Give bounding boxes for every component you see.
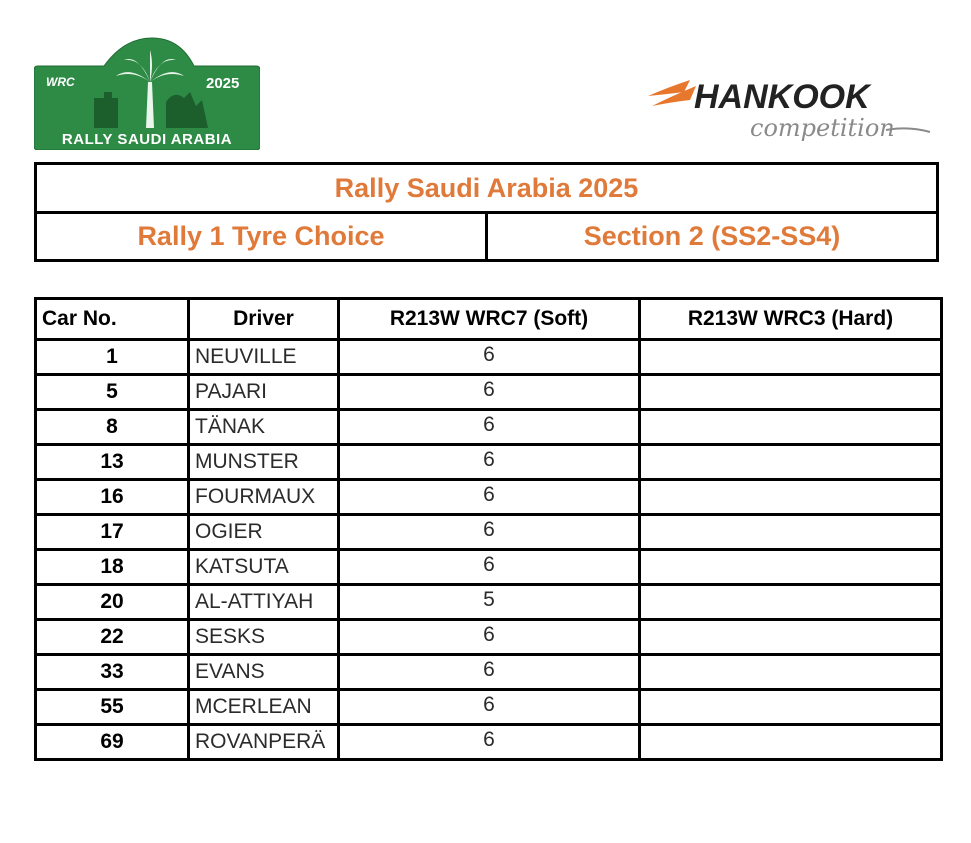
- tyre-choice-label: Rally 1 Tyre Choice: [37, 214, 488, 259]
- hard-tyre-count: [640, 340, 942, 375]
- hard-tyre-count: [640, 655, 942, 690]
- column-header-hard: R213W WRC3 (Hard): [640, 299, 942, 340]
- hard-tyre-count: [640, 375, 942, 410]
- soft-tyre-count: 6: [339, 725, 640, 760]
- hard-tyre-count: [640, 690, 942, 725]
- soft-tyre-count: 6: [339, 620, 640, 655]
- table-row: [36, 585, 942, 620]
- driver-name: ROVANPERÄ: [189, 725, 339, 760]
- car-number: 20: [36, 585, 189, 620]
- car-number: 69: [36, 725, 189, 760]
- car-number: 13: [36, 445, 189, 480]
- hard-tyre-count: [640, 620, 942, 655]
- section-label: Section 2 (SS2-SS4): [583, 221, 841, 251]
- soft-tyre-count: 6: [339, 655, 640, 690]
- driver-name: TÄNAK: [189, 410, 339, 445]
- driver-name: EVANS: [189, 655, 339, 690]
- column-header-driver: Driver: [189, 299, 339, 340]
- car-number: 17: [36, 515, 189, 550]
- soft-tyre-count: 6: [339, 515, 640, 550]
- table-header-row: [36, 299, 942, 340]
- svg-text:WRC: WRC: [46, 75, 75, 89]
- table-row: [36, 655, 942, 690]
- table-row: [36, 515, 942, 550]
- table-row: [36, 725, 942, 760]
- hard-tyre-count: [640, 445, 942, 480]
- table-row: [36, 410, 942, 445]
- table-row: [36, 480, 942, 515]
- driver-name: PAJARI: [189, 375, 339, 410]
- table-row: [36, 620, 942, 655]
- table-row: [36, 690, 942, 725]
- hard-tyre-count: [640, 515, 942, 550]
- hankook-brand: HANKOOK: [694, 78, 870, 116]
- soft-tyre-count: 6: [339, 445, 640, 480]
- driver-name: KATSUTA: [189, 550, 339, 585]
- car-number: 16: [36, 480, 189, 515]
- table-row: [36, 340, 942, 375]
- soft-tyre-count: 6: [339, 550, 640, 585]
- car-number: 22: [36, 620, 189, 655]
- car-number: 1: [36, 340, 189, 375]
- hard-tyre-count: [640, 585, 942, 620]
- driver-name: AL-ATTIYAH: [189, 585, 339, 620]
- hard-tyre-count: [640, 480, 942, 515]
- car-number: 55: [36, 690, 189, 725]
- hard-tyre-count: [640, 725, 942, 760]
- soft-tyre-count: 5: [339, 585, 640, 620]
- hard-tyre-count: [640, 550, 942, 585]
- soft-tyre-count: 6: [339, 340, 640, 375]
- driver-name: MCERLEAN: [189, 690, 339, 725]
- driver-name: OGIER: [189, 515, 339, 550]
- header-box: [34, 162, 939, 262]
- driver-name: FOURMAUX: [189, 480, 339, 515]
- driver-name: SESKS: [189, 620, 339, 655]
- column-header-soft: R213W WRC7 (Soft): [339, 299, 640, 340]
- page-title: Rally Saudi Arabia 2025: [37, 165, 936, 214]
- tyre-choice-table: [34, 297, 943, 761]
- car-number: 5: [36, 375, 189, 410]
- hankook-swoosh-icon: [648, 80, 696, 106]
- soft-tyre-count: 6: [339, 410, 640, 445]
- car-number: 8: [36, 410, 189, 445]
- hankook-competition-logo: [646, 74, 936, 150]
- table-row: [36, 550, 942, 585]
- column-header-car-no: Car No.: [36, 299, 189, 340]
- driver-name: NEUVILLE: [189, 340, 339, 375]
- hankook-tagline: competition: [750, 114, 895, 142]
- table-row: [36, 445, 942, 480]
- rally-logo-year: 2025: [206, 75, 240, 92]
- soft-tyre-count: 6: [339, 480, 640, 515]
- car-number: 18: [36, 550, 189, 585]
- soft-tyre-count: 6: [339, 375, 640, 410]
- hard-tyre-count: [640, 410, 942, 445]
- car-number: 33: [36, 655, 189, 690]
- soft-tyre-count: 6: [339, 690, 640, 725]
- table-row: [36, 375, 942, 410]
- rally-logo-name: RALLY SAUDI ARABIA: [61, 131, 233, 148]
- rally-saudi-arabia-logo: [34, 36, 260, 150]
- driver-name: MUNSTER: [189, 445, 339, 480]
